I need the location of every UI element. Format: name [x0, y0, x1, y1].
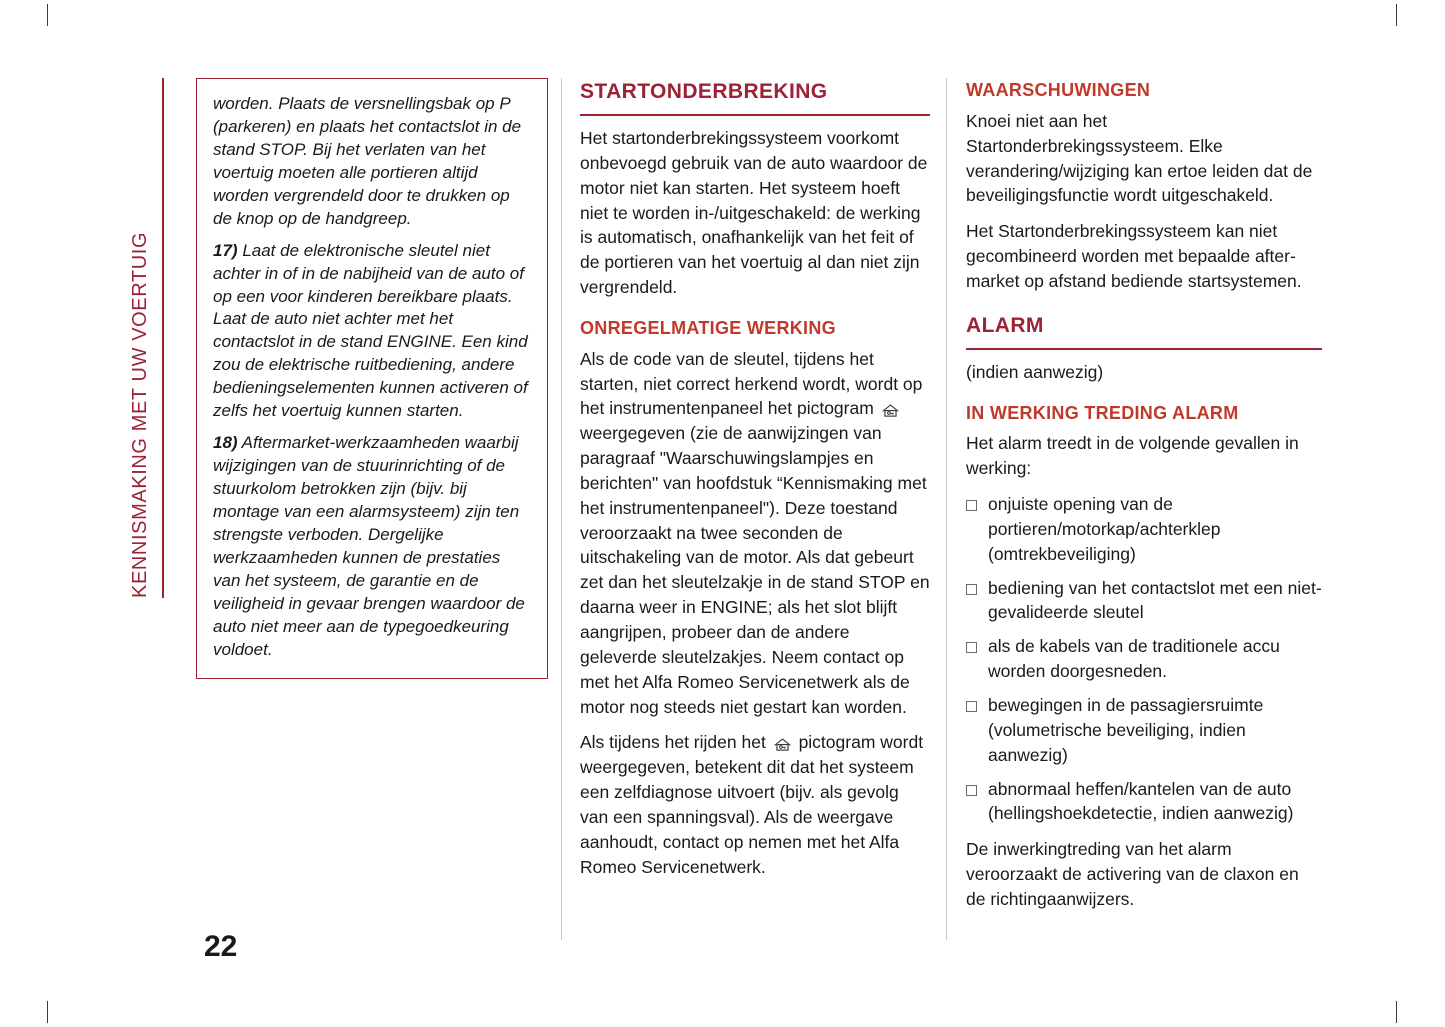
- rijden-text-part2: pictogram wordt weergegeven, betekent dit dat het systeem een zelfdiagnose uitvoert (bijv. als gevolg van een spanningsval). Als de weergave aanhoudt, contact op nemen met het Alfa Romeo Servicenetwerk.: [580, 732, 924, 877]
- note-paragraph-continued: worden. Plaats de versnellingsbak op P (parkeren) en plaats het contactslot in de stand STOP. Bij het verlaten van het voertuig moeten alle portieren altijd worden vergrendeld door te drukken op de knop op de handgreep.: [213, 94, 522, 228]
- note-paragraph-17: [213, 240, 531, 424]
- section-heading-startonderbreking: STARTONDERBREKING: [580, 78, 930, 116]
- chapter-side-tab: [118, 78, 164, 598]
- column-one: [196, 78, 548, 679]
- waarschuwing-paragraph-2: Het Startonderbrekingssysteem kan niet gecombineerd worden met bepaalde after-market op afstand bediende startsystemen.: [966, 221, 1302, 291]
- crop-mark-top-left: [47, 4, 48, 26]
- startonderbreking-intro: Het startonderbrekingssysteem voorkomt onbevoegd gebruik van de auto waardoor de motor niet kan starten. Het systeem hoeft niet te worden in-/uitgeschakeld: de werking is automatisch, onafhankelijk van het feit of de portieren van het voertuig al dan niet zijn vergrendeld.: [580, 127, 928, 298]
- note-marker-18: 18): [213, 433, 238, 453]
- column-divider-1: [561, 78, 562, 940]
- onregelmatige-text-part1: Als de code van de sleutel, tijdens het starten, niet correct herkend wordt, wordt op het instrumentenpaneel het pictogram: [580, 348, 923, 419]
- note-text-18: Aftermarket-werkzaamheden waarbij wijzigingen van de stuurinrichting of de stuurkolom betrokken zijn (bijv. bij montage van een alarmsysteem) zijn ten strengste verboden. Dergelijke werkzaamheden kunnen de prestaties van het systeem, de garantie en de veiligheid in gevaar brengen waardoor de auto niet meer aan de typegoedkeuring voldoet.: [213, 433, 525, 659]
- alarm-intro: Het alarm treedt in de volgende gevallen in werking:: [966, 433, 1299, 479]
- page-number: 22: [204, 930, 238, 963]
- crop-mark-bottom-right: [1396, 1001, 1397, 1023]
- column-two: [580, 78, 930, 879]
- note-text-17: Laat de elektronische sleutel niet achter in of in de nabijheid van de auto of op een voor kinderen bereikbare plaats. Laat de auto niet achter met het contactslot in de stand ENGINE. Een kind zou de elektrische ruitbediening, andere bedieningselementen kunnen activeren of zelfs het voertuig kunnen starten.: [213, 240, 528, 421]
- immobilizer-key-icon: [881, 399, 900, 415]
- note-paragraph-18: [213, 432, 531, 661]
- list-item: bewegingen in de passagiersruimte (volumetrische beveiliging, indien aanwezig): [966, 693, 1322, 768]
- column-divider-2: [946, 78, 947, 940]
- alarm-outro: De inwerkingtreding van het alarm veroorzaakt de activering van de claxon en de richtingaanwijzers.: [966, 839, 1299, 909]
- waarschuwing-paragraph-1: Knoei niet aan het Startonderbrekingssysteem. Elke verandering/wijziging kan ertoe leiden dat de beveiligingsfunctie wordt uitgeschakeld.: [966, 110, 1313, 206]
- warning-note-box: [196, 78, 548, 679]
- list-item: onjuiste opening van de portieren/motorkap/achterklep (omtrekbeveiliging): [966, 492, 1322, 567]
- onregelmatige-text-part2: weergegeven (zie de aanwijzingen van paragraaf "Waarschuwingslampjes en berichten" van hoofdstuk “Kennismaking met het instrumentenpaneel"). Deze toestand veroorzaakt na twee seconden de uitschakeling van de motor. Als dat gebeurt zet dan het sleutelzakje in de stand STOP en daarna weer in ENGINE; als het slot blijft aangrijpen, probeer dan de andere geleverde sleutelzakjes. Neem contact op met het Alfa Romeo Servicenetwerk als de motor nog steeds niet gestart kan worden.: [580, 423, 930, 717]
- subheading-waarschuwingen: WAARSCHUWINGEN: [966, 80, 1151, 100]
- subheading-onregelmatige-werking: ONREGELMATIGE WERKING: [580, 317, 836, 338]
- onregelmatige-werking-paragraph-2: [580, 730, 930, 879]
- note-marker-17: 17): [213, 240, 238, 260]
- alarm-availability-note: (indien aanwezig): [966, 361, 1104, 382]
- alarm-trigger-list: [966, 492, 1322, 826]
- immobilizer-key-icon-2: [773, 733, 792, 749]
- subheading-in-werking-treding-alarm: IN WERKING TREDING ALARM: [966, 402, 1239, 423]
- section-heading-alarm: ALARM: [966, 312, 1322, 350]
- column-three: [966, 78, 1322, 912]
- rijden-text-part1: Als tijdens het rijden het: [580, 732, 766, 753]
- list-item: als de kabels van de traditionele accu worden doorgesneden.: [966, 634, 1322, 684]
- list-item: bediening van het contactslot met een niet-gevalideerde sleutel: [966, 576, 1322, 626]
- list-item: abnormaal heffen/kantelen van de auto (hellingshoekdetectie, indien aanwezig): [966, 777, 1322, 827]
- onregelmatige-werking-paragraph-1: [580, 347, 930, 720]
- chapter-side-tab-label: KENNISMAKING MET UW VOERTUIG: [129, 231, 151, 598]
- crop-mark-top-right: [1396, 4, 1397, 26]
- crop-mark-bottom-left: [47, 1001, 48, 1023]
